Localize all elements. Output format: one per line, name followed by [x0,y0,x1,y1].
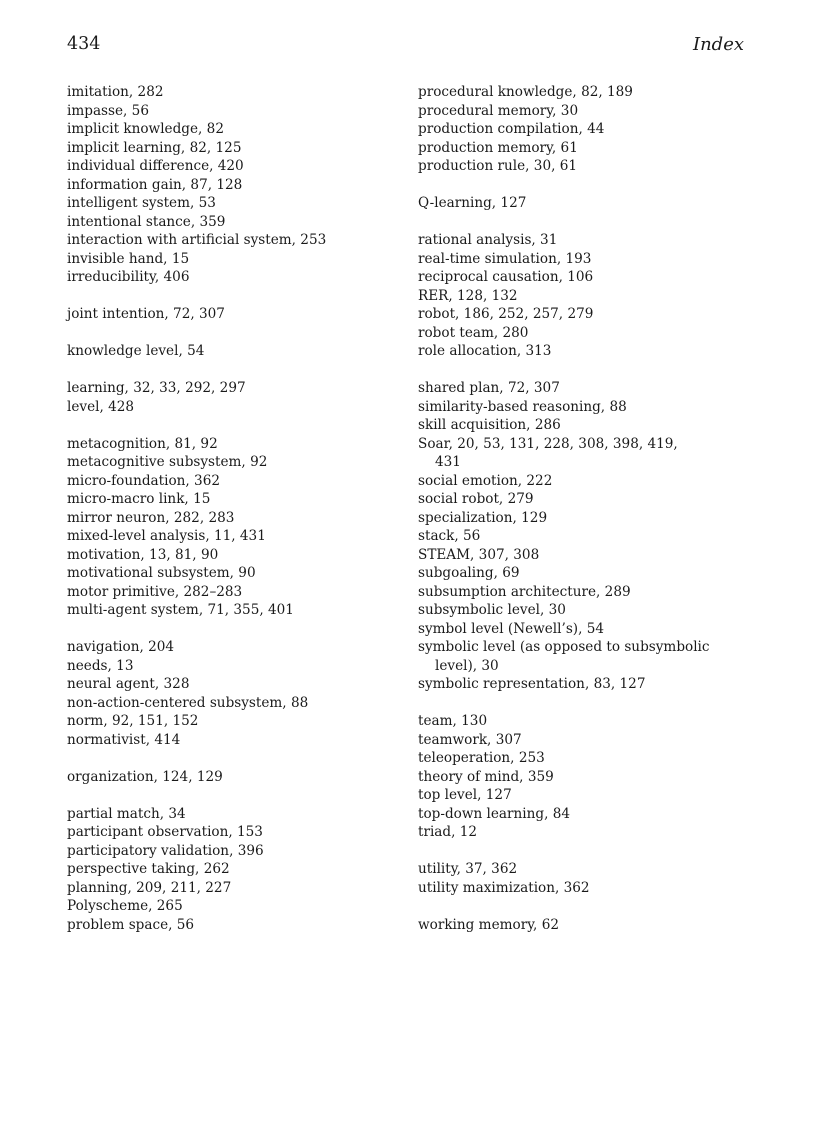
index-entry: specialization, 129 [418,509,548,526]
index-entry: imitation, 282 [67,84,164,100]
index-entry: role allocation, 313 [418,343,552,359]
index-entry: symbol level (Newell’s), 54 [418,620,605,637]
index-entry: metacognitive subsystem, 92 [67,454,268,470]
index-column-left [67,83,397,953]
index-entry: implicit learning, 82, 125 [67,139,242,156]
index-letter-group [67,805,397,935]
index-entry: invisible hand, 15 [67,250,190,267]
index-letter-group [418,83,748,176]
index-letter-group [418,231,748,361]
index-entry: participant observation, 153 [67,824,263,840]
index-entry: Polyscheme, 265 [67,898,183,914]
index-entry: teamwork, 307 [418,731,522,748]
index-entry: needs, 13 [67,657,134,674]
index-entry: subsymbolic level, 30 [418,602,566,618]
index-letter-group [418,712,748,842]
index-letter-group [67,435,397,620]
index-entry: working memory, 62 [418,916,560,933]
page-number: 434 [67,34,101,54]
index-entry: Q-learning, 127 [418,195,527,211]
index-entry: utility maximization, 362 [418,879,590,896]
index-entry: procedural memory, 30 [418,102,579,119]
index-entry: participatory validation, 396 [67,842,264,859]
index-entry: motor primitive, 282–283 [67,583,243,600]
index-entry: similarity-based reasoning, 88 [418,398,627,415]
index-entry: individual difference, 420 [67,158,244,174]
index-entry: mirror neuron, 282, 283 [67,509,235,526]
index-column-right [418,83,748,953]
index-entry: reciprocal causation, 106 [418,269,594,285]
index-entry: teleoperation, 253 [418,750,545,766]
index-entry: subgoaling, 69 [418,565,520,581]
index-entry: stack, 56 [418,528,481,544]
index-entry: impasse, 56 [67,102,149,119]
index-letter-group [418,194,748,213]
index-entry: real-time simulation, 193 [418,250,592,267]
index-entry: intelligent system, 53 [67,195,216,211]
index-entry: level, 428 [67,398,135,415]
index-entry: STEAM, 307, 308 [418,546,540,563]
index-entry: implicit knowledge, 82 [67,121,224,137]
index-entry: interaction with artificial system, 253 [67,232,327,248]
index-entry: mixed-level analysis, 11, 431 [67,528,266,544]
index-entry: joint intention, 72, 307 [67,306,225,322]
index-entry: top level, 127 [418,787,512,803]
index-entry: triad, 12 [418,824,478,840]
index-entry: micro-macro link, 15 [67,491,211,507]
index-letter-group [67,379,397,416]
index-entry: motivation, 13, 81, 90 [67,546,219,563]
index-entry: perspective taking, 262 [67,861,230,877]
index-entry: information gain, 87, 128 [67,176,243,193]
index-letter-group [418,379,748,694]
index-letter-group [418,916,748,935]
running-head: Index [692,34,744,55]
index-entry [418,638,748,675]
index-letter-group [67,305,397,324]
index-letter-group [67,342,397,361]
index-entry-continuation: level), 30 [435,657,499,674]
index-entry: motivational subsystem, 90 [67,565,256,581]
index-entry: rational analysis, 31 [418,232,558,248]
index-letter-group [418,860,748,897]
index-entry: norm, 92, 151, 152 [67,713,199,729]
index-entry: RER, 128, 132 [418,287,518,304]
index-entry: procedural knowledge, 82, 189 [418,84,633,100]
index-entry: partial match, 34 [67,805,186,822]
index-entry: theory of mind, 359 [418,768,554,785]
page-header [67,34,744,60]
index-entry: knowledge level, 54 [67,343,205,359]
index-entry: multi-agent system, 71, 355, 401 [67,602,294,618]
index-entry: production memory, 61 [418,139,578,156]
index-letter-group [67,768,397,787]
index-entry: robot, 186, 252, 257, 279 [418,306,594,322]
index-letter-group [67,638,397,749]
index-entry: symbolic representation, 83, 127 [418,676,646,692]
index-entry: utility, 37, 362 [418,861,518,877]
index-entry: social robot, 279 [418,491,534,507]
index-entry: skill acquisition, 286 [418,417,561,433]
index-entry: planning, 209, 211, 227 [67,879,232,896]
index-entry-text: symbolic level (as opposed to subsymbolic [418,639,710,655]
index-entry: top-down learning, 84 [418,805,571,822]
index-entry: robot team, 280 [418,324,529,341]
index-entry: production compilation, 44 [418,121,605,137]
index-entry: shared plan, 72, 307 [418,380,560,396]
index-entry: social emotion, 222 [418,472,553,489]
index-entry: learning, 32, 33, 292, 297 [67,380,246,396]
index-entry: non-action-centered subsystem, 88 [67,694,309,711]
index-entry: micro-foundation, 362 [67,472,220,489]
index-entry: metacognition, 81, 92 [67,435,218,452]
index-entry: irreducibility, 406 [67,269,190,285]
index-entry: production rule, 30, 61 [418,158,578,174]
index-entry: intentional stance, 359 [67,213,226,230]
index-entry: team, 130 [418,713,488,729]
index-entry-continuation: 431 [435,454,461,470]
index-entry-text: Soar, 20, 53, 131, 228, 308, 398, 419, [418,435,678,452]
index-letter-group [67,83,397,287]
index-entry: organization, 124, 129 [67,768,223,785]
index-entry: problem space, 56 [67,916,195,933]
index-entry [418,435,748,472]
index-entry: neural agent, 328 [67,676,190,692]
index-entry: subsumption architecture, 289 [418,583,631,600]
index-entry: normativist, 414 [67,731,181,748]
index-entry: navigation, 204 [67,639,175,655]
